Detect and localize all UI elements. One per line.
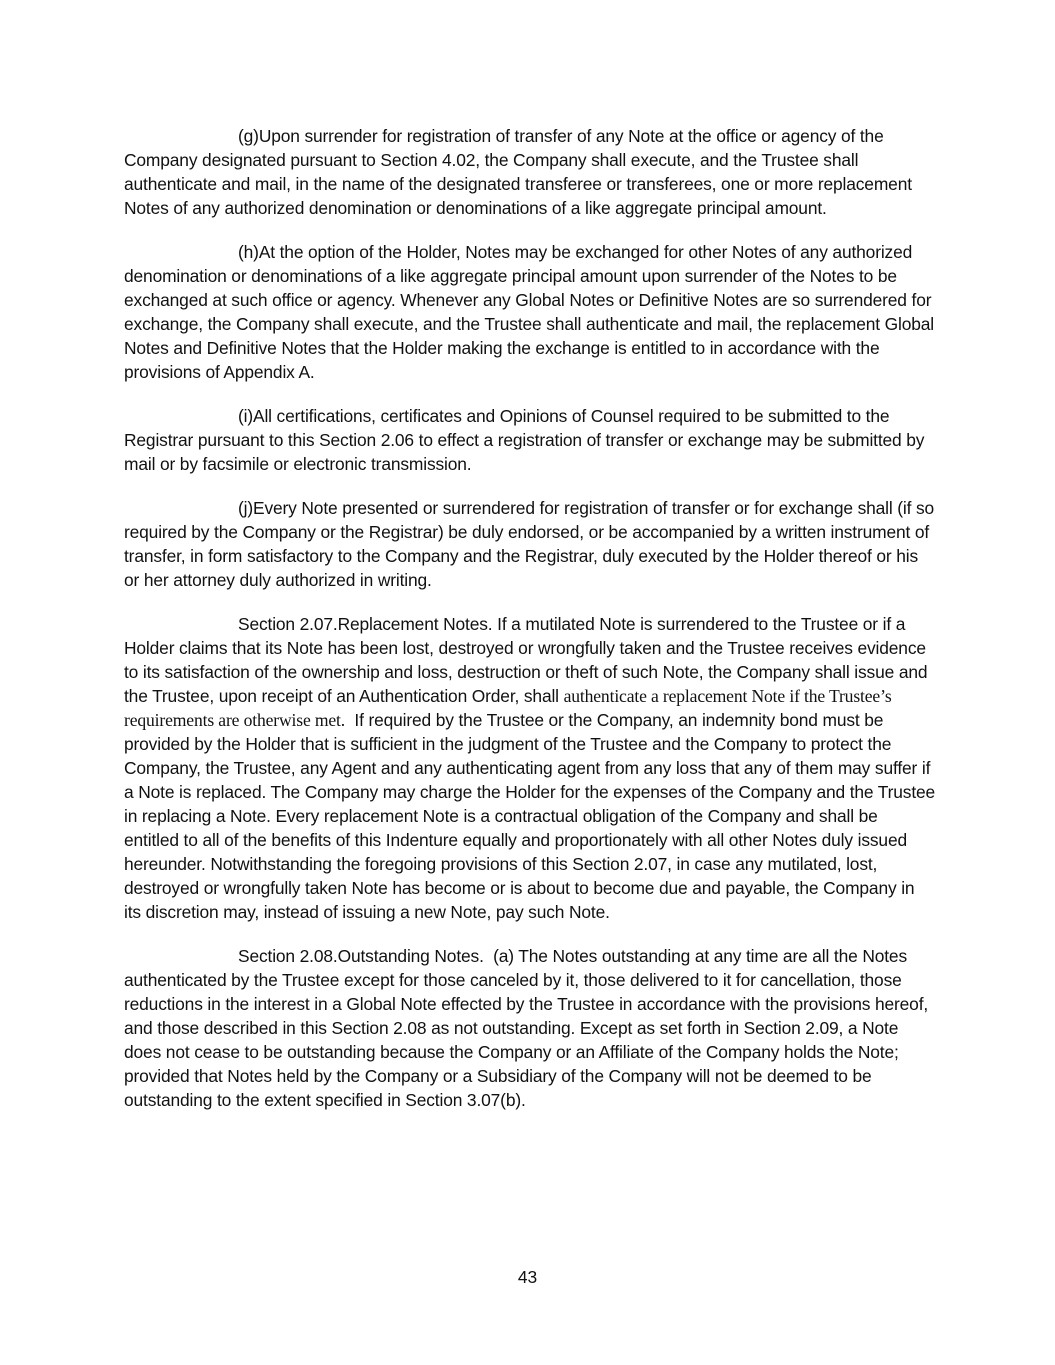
section-2-08 [124,944,936,1112]
paragraph-marker-i: (i) [238,406,253,426]
paragraph-g [124,124,936,220]
paragraph-text-h: At the option of the Holder, Notes may be exchanged for other Notes of any authorized denomination or denominations of a like aggregate principal amount upon surrender of the Notes to be exchanged at such office or agency. Whenever any Global Notes or Definitive Notes are so surrendered for exchange, the Company shall execute, and the Trustee shall authenticate and mail, the replacement Global Notes and Definitive Notes that the Holder making the exchange is entitled to in accordance with the provisions of Appendix A. [124,242,934,382]
section-text-2-07-part1: If a mutilated Note is surrendered to the Trustee or if a Holder claims that its Note has been lost, destroyed or wrongfully taken and the Trustee receives evidence to its satisfaction of the ownership and loss, destruction or theft of such Note, the Company shall issue and the Trustee, upon receipt of an Authentication Order, shall [124,614,928,706]
section-text-2-07-serif: authenticate a replacement Note if the Trustee’s requirements are otherwise met. [124,686,892,730]
section-title-2-07: Replacement Notes. [337,614,493,634]
paragraph-marker-h: (h) [238,242,259,262]
document-page [124,124,936,1132]
page-number: 43 [517,1267,538,1287]
section-title-2-08: Outstanding Notes. [337,946,484,966]
section-text-2-07-part2: If required by the Trustee or the Company, an indemnity bond must be provided by the Holder that is sufficient in the judgment of the Trustee and the Company to protect the Company, the Trustee, any Agent and any authenticating agent from any loss that any of them may suffer if a Note is replaced. The Company may charge the Holder for the expenses of the Company and the Trustee in replacing a Note. Every replacement Note is a contractual obligation of the Company and shall be entitled to all of the benefits of this Indenture equally and proportionately with all other Notes duly issued hereunder. Notwithstanding the foregoing provisions of this Section 2.07, in case any mutilated, lost, destroyed or wrongfully taken Note has become or is about to become due and payable, the Company in its discretion may, instead of issuing a new Note, pay such Note. [124,710,936,922]
section-heading-2-07: Section 2.07. [238,614,338,634]
paragraph-text-i: All certifications, certificates and Opinions of Counsel required to be submitted to the Registrar pursuant to this Section 2.06 to effect a registration of transfer or exchange may be submitted by mail or by facsimile or electronic transmission. [124,406,925,474]
section-2-07 [124,612,936,924]
paragraph-text-g: Upon surrender for registration of transfer of any Note at the office or agency of the Company designated pursuant to Section 4.02, the Company shall execute, and the Trustee shall authenticate and mail, in the name of the designated transferee or transferees, one or more replacement Notes of any authorized denomination or denominations of a like aggregate principal amount. [124,126,912,218]
section-text-2-08: (a) The Notes outstanding at any time are all the Notes authenticated by the Trustee except for those canceled by it, those delivered to it for cancellation, those reductions in the interest in a Global Note effected by the Trustee in accordance with the provisions hereof, and those described in this Section 2.08 as not outstanding. Except as set forth in Section 2.09, a Note does not cease to be outstanding because the Company or an Affiliate of the Company holds the Note; provided that Notes held by the Company or a Subsidiary of the Company will not be deemed to be outstanding to the extent specified in Section 3.07(b). [124,946,929,1110]
paragraph-i [124,404,936,476]
paragraph-h [124,240,936,384]
paragraph-text-j: Every Note presented or surrendered for registration of transfer or for exchange shall (if so required by the Company or the Registrar) be duly endorsed, or be accompanied by a written instrument of transfer, in form satisfactory to the Company and the Registrar, duly executed by the Holder thereof or his or her attorney duly authorized in writing. [124,498,935,590]
section-heading-2-08: Section 2.08. [238,946,338,966]
paragraph-marker-g: (g) [238,126,259,146]
paragraph-marker-j: (j) [238,498,253,518]
paragraph-j [124,496,936,592]
